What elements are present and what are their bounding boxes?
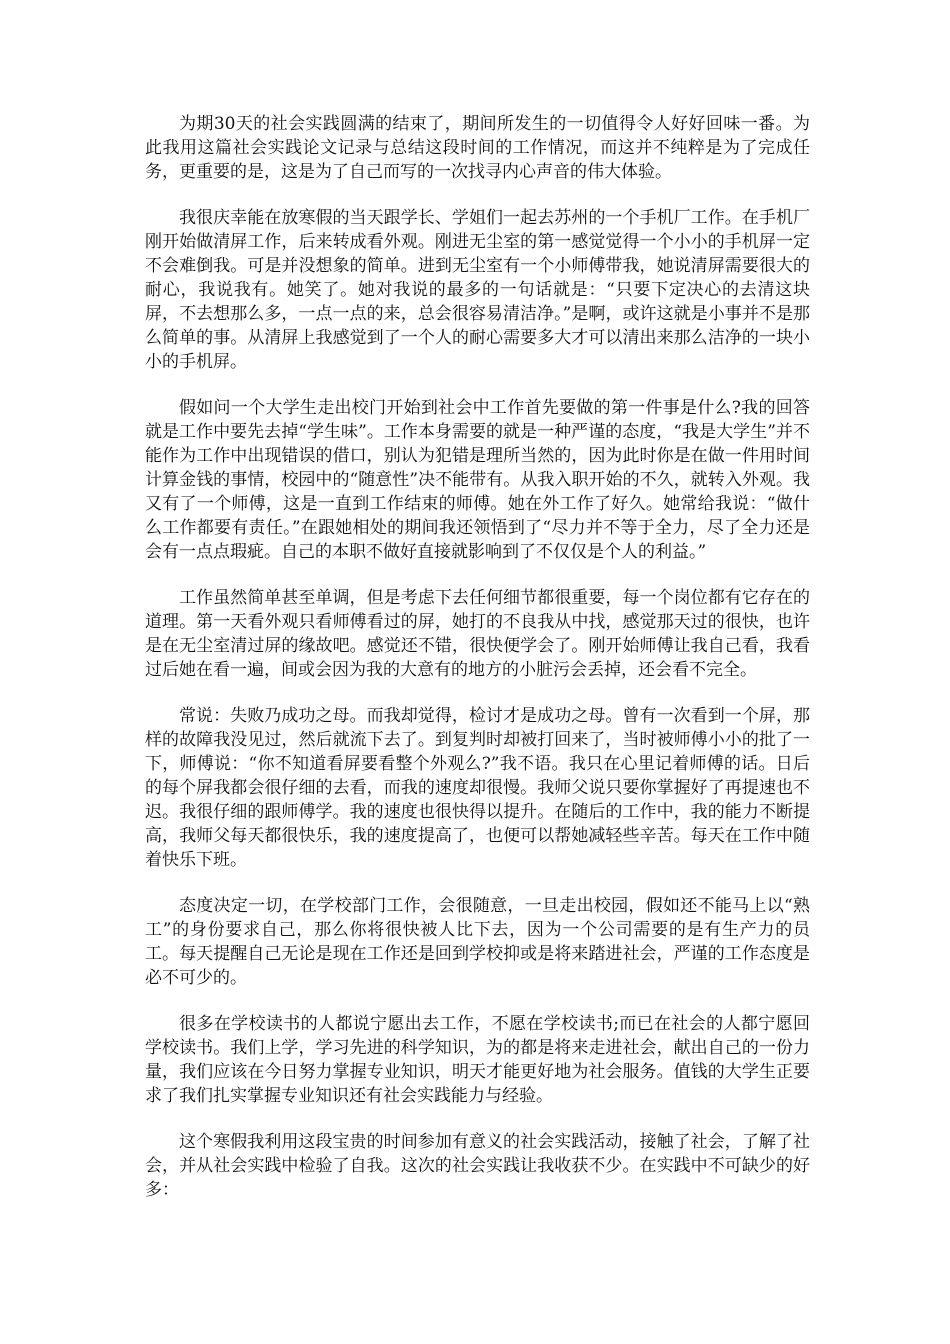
paragraph-7: 很多在学校读书的人都说宁愿出去工作，不愿在学校读书;而已在社会的人都宁愿回学校读书。我们上学，学习先进的科学知识，为的都是将来走进社会，献出自己的一份力量，我们应该在今日努力掌握专业知识，明天才能更好地为社会服务。值钱的大学生正要求了我们扎实掌握专业知识还有社会实践能力与经验。 bbox=[145, 1014, 810, 1106]
paragraph-6: 态度决定一切，在学校部门工作，会很随意，一旦走出校园，假如还不能马上以“熟工”的身份要求自己，那么你将很快被人比下去，因为一个公司需要的是有生产力的员工。每天提醒自己无论是现在工作还是回到学校抑或是将来踏进社会，严谨的工作态度是必不可少的。 bbox=[145, 896, 810, 988]
paragraph-5: 常说：失败乃成功之母。而我却觉得，检讨才是成功之母。曾有一次看到一个屏，那样的故障我没见过，然后就流下去了。到复判时却被打回来了，当时被师傅小小的批了一下，师傅说：“你不知道看屏要看整个外观么?”我不语。我只在心里记着师傅的话。日后的每个屏我都会很仔细的去看，而我的速度却很慢。我师父说只要你掌握好了再提速也不迟。我很仔细的跟师傅学。我的速度也很快得以提升。在随后的工作中，我的能力不断提高，我师父每天都很快乐，我的速度提高了，也便可以帮她减轻些辛苦。每天在工作中随着快乐下班。 bbox=[145, 706, 810, 870]
paragraph-3: 假如问一个大学生走出校门开始到社会中工作首先要做的第一件事是什么?我的回答就是工作中要先去掉“学生味”。工作本身需要的就是一种严谨的态度，“我是大学生”并不能作为工作中出现错误的借口，别认为犯错是理所当然的，因为此时你是在做一件用时间计算金钱的事情，校园中的“随意性”决不能带有。从我入职开始的不久，就转入外观。我又有了一个师傅，这是一直到工作结束的师傅。她在外工作了好久。她常给我说：“做什么工作都要有责任。”在跟她相处的期间我还领悟到了“尽力并不等于全力，尽了全力还是会有一点点瑕疵。自己的本职不做好直接就影响到了不仅仅是个人的利益。” bbox=[145, 398, 810, 562]
document-body bbox=[145, 112, 810, 1224]
paragraph-2: 我很庆幸能在放寒假的当天跟学长、学姐们一起去苏州的一个手机厂工作。在手机厂刚开始做清屏工作，后来转成看外观。刚进无尘室的第一感觉觉得一个小小的手机屏一定不会难倒我。可是并没想象的简单。进到无尘室有一个小师傅带我，她说清屏需要很大的耐心，我说我有。她笑了。她对我说的最多的一句话就是：“只要下定决心的去清这块屏，不去想那么多，一点一点的来，总会很容易清洁净。”是啊，或许这就是小事并不是那么简单的事。从清屏上我感觉到了一个人的耐心需要多大才可以清出来那么洁净的一块小小的手机屏。 bbox=[145, 208, 810, 372]
paragraph-8: 这个寒假我利用这段宝贵的时间参加有意义的社会实践活动，接触了社会，了解了社会，并从社会实践中检验了自我。这次的社会实践让我收获不少。在实践中不可缺少的好多： bbox=[145, 1132, 810, 1200]
paragraph-1: 为期30天的社会实践圆满的结束了，期间所发生的一切值得令人好好回味一番。为此我用这篇社会实践论文记录与总结这段时间的工作情况，而这并不纯粹是为了完成任务，更重要的是，这是为了自己而写的一次找寻内心声音的伟大体验。 bbox=[145, 114, 810, 182]
paragraph-4: 工作虽然简单甚至单调，但是考虑下去任何细节都很重要，每一个岗位都有它存在的道理。第一天看外观只看师傅看过的屏，她打的不良我从中找，感觉那天过的很快，也许是在无尘室清过屏的缘故吧。感觉还不错，很快便学会了。刚开始师傅让我自己看，我看过后她在看一遍，间或会因为我的大意有的地方的小脏污会丢掉，还会看不完全。 bbox=[145, 588, 810, 680]
